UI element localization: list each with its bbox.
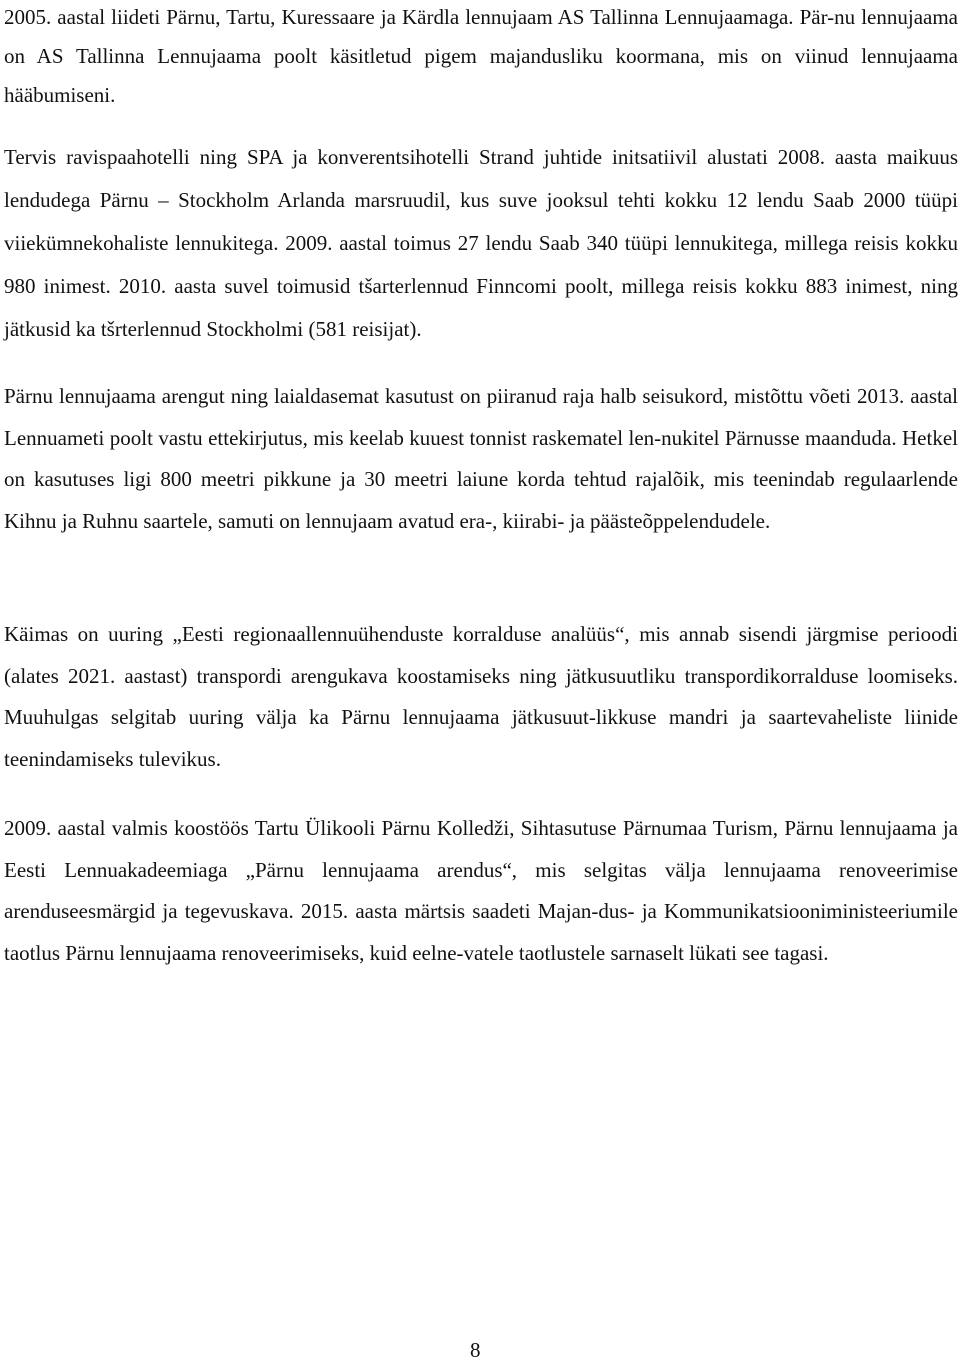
page-number: 8 <box>470 1338 481 1362</box>
paragraph-2: Tervis ravispaahotelli ning SPA ja konverentsihotelli Strand juhtide initsatiivil alustati 2008. aasta maikuus lendudega Pärnu – Stockholm Arlanda marsruudil, kus suve jooksul tehti kokku 12 lendu Saab 2000 tüüpi viiekümnekohaliste lennukitega. 2009. aastal toimus 27 lendu Saab 340 tüüpi lennukitega, millega reisis kokku 980 inimest. 2010. aasta suvel toimusid tšarterlennud Finncomi poolt, millega reisis kokku 883 inimest, ning jätkusid ka tšrterlennud Stockholmi (581 reisijat). <box>4 145 958 341</box>
paragraph-1: 2005. aastal liideti Pärnu, Tartu, Kuressaare ja Kärdla lennujaam AS Tallinna Lennujaamaga. Pär-nu lennujaama on AS Tallinna Lennujaama poolt käsitletud pigem majandusliku koormana, mis on viinud lennujaama hääbumiseni. <box>4 5 958 107</box>
paragraph-4: Käimas on uuring „Eesti regionaallennuühenduste korralduse analüüs“, mis annab sisendi järgmise perioodi (alates 2021. aastast) transpordi arengukava koostamiseks ning jätkusuutliku transpordikorralduse loomiseks. Muuhulgas selgitab uuring välja ka Pärnu lennujaama jätkusuut-likkuse mandri ja saartevaheliste liinide teenindamiseks tulevikus. <box>4 622 958 771</box>
paragraph-5: 2009. aastal valmis koostöös Tartu Ülikooli Pärnu Kolledži, Sihtasutuse Pärnumaa Turism, Pärnu lennujaama ja Eesti Lennuakadeemiaga „Pärnu lennujaama arendus“, mis selgitas välja lennujaama renoveerimise arenduseesmärgid ja tegevuskava. 2015. aasta märtsis saadeti Majan-dus- ja Kommunikatsiooniministeeriumile taotlus Pärnu lennujaama renoveerimiseks, kuid eelne-vatele taotlustele sarnaselt lükati see tagasi. <box>4 816 958 965</box>
paragraph-3: Pärnu lennujaama arengut ning laialdasemat kasutust on piiranud raja halb seisukord, mistõttu võeti 2013. aastal Lennuameti poolt vastu ettekirjutus, mis keelab kuuest tonnist raskematel len-nukitel Pärnusse maanduda. Hetkel on kasutuses ligi 800 meetri pikkune ja 30 meetri laiune korda tehtud rajalõik, mis teenindab regulaarlende Kihnu ja Ruhnu saartele, samuti on lennujaam avatud era-, kiirabi- ja päästeõppelendudele. <box>4 384 958 533</box>
